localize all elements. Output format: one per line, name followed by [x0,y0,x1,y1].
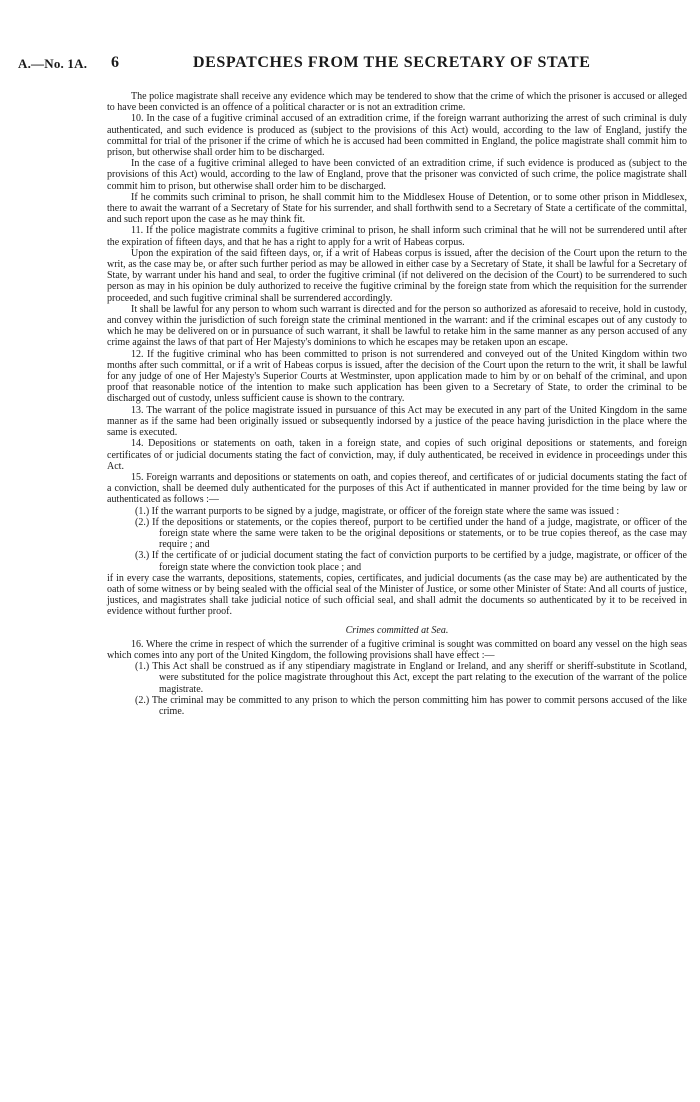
paragraph: The police magistrate shall receive any evidence which may be tendered to show that the crime of which the prisoner is accused or alleged to have been convicted is an offence of a political character or is not an extradition crime. [107,91,687,114]
list-item: (1.) This Act shall be construed as if any stipendiary magistrate in England or Ireland, and any sheriff or sheriff-substitute in Scotland, were substituted for the police magistrate throughout this Act, except the part relating to the execution of the warrant of the police magistrate. [135,661,687,695]
list-item: (2.) The criminal may be committed to any prison to which the person committing him has power to commit persons accused of the like crime. [135,694,687,717]
document-reference: A.—No. 1A. [18,56,88,71]
running-title: DESPATCHES FROM THE SECRETARY OF STATE [193,54,591,71]
list-item: (1.) If the warrant purports to be signed by a judge, magistrate, or officer of the foreign state where the same was issued : [135,505,620,517]
paragraph: It shall be lawful for any person to whom such warrant is directed and for the person so authorized as aforesaid to receive, hold in custody, and convey within the jurisdiction of such foreign state the criminal mentioned in the warrant: and if the criminal escapes out of any custody to which he may be delivered on or in pursuance of such warrant, it shall be lawful to retake him in the same manner as any person accused of any crime against the laws of that part of Her Majesty's dominions to which he escapes may be retaken upon an escape. [107,303,687,349]
paragraph: If he commits such criminal to prison, he shall commit him to the Middlesex House of Detention, or to some other prison in Middlesex, there to await the warrant of a Secretary of State for his surrender, and shall forthwith send to a Secretary of State a certificate of the committal, and such report upon the case as he may think fit. [107,191,687,226]
paragraph-section-16: 16. Where the crime in respect of which the surrender of a fugitive criminal is sought was committed on board any vessel on the high seas which comes into any port of the United Kingdom, the following provisions shall have effect :— [107,638,687,661]
page-number: 6 [111,54,119,71]
paragraph-section-14: 14. Depositions or statements on oath, taken in a foreign state, and copies of such original depositions or statements, and foreign certificates of or judicial documents stating the fact of conviction, may, if duly authenticated, be received in evidence in proceedings under this Act. [107,438,687,472]
paragraph-section-15: 15. Foreign warrants and depositions or statements on oath, and copies thereof, and certificates of or judicial documents stating the fact of a conviction, shall be deemed duly authenticated for the purposes of this Act if authenticated in manner provided for the time being by law or authenticated as follows :— [107,471,687,506]
paragraph-section-12: 12. If the fugitive criminal who has been committed to prison is not surrendered and conveyed out of the United Kingdom within two months after such committal, or if a writ of Habeas corpus is issued, after the decision of the Court upon the return to the writ, it shall be lawful for any judge of one of Her Majesty's Superior Courts at Westminster, upon application made to him by or on behalf of the criminal, and upon proof that reasonable notice of the intention to make such application has been given to a Secretary of State, to order the criminal to be discharged out of custody, unless sufficient cause is shown to the contrary. [107,348,687,405]
list-item: (2.) If the depositions or statements, or the copies thereof, purport to be certified under the hand of a judge, magistrate, or officer of the foreign state where the same were taken to be the original depositions or statements, or to be true copies thereof, as the case may require ; and [135,516,687,551]
document-body [107,91,687,717]
paragraph: Upon the expiration of the said fifteen days, or, if a writ of Habeas corpus is issued, after the decision of the Court upon the return to the writ, as the case may be, or after such further period as may be allowed in either case by a Secretary of State, it shall be lawful for a Secretary of State, by warrant under his hand and seal, to order the fugitive criminal (if not delivered on the decision of the Court) to be surrendered to such person as may in his opinion be duly authorized to receive the fugitive criminal by the foreign state from which the requisition for the surrender proceeded, and such fugitive criminal shall be surrendered accordingly. [107,247,687,304]
paragraph-section-11: 11. If the police magistrate commits a fugitive criminal to prison, he shall inform such criminal that he will not be surrendered until after the expiration of fifteen days, and that he has a right to apply for a writ of Habeas corpus. [107,225,687,248]
list-item: (3.) If the certificate of or judicial document stating the fact of conviction purports to be certified by a judge, magistrate, or officer of the foreign state where the conviction took place ; and [135,550,687,573]
paragraph-section-10: 10. In the case of a fugitive criminal accused of an extradition crime, if the foreign warrant authorizing the arrest of such criminal is duly authenticated, and such evidence is produced as (subject to the provisions of this Act) would, according to the law of England, justify the committal for trial of the prisoner if the crime of which he is accused had been committed in England, the police magistrate shall commit him to prison, but otherwise shall order him to be discharged. [107,113,687,159]
paragraph-section-13: 13. The warrant of the police magistrate issued in pursuance of this Act may be executed in any part of the United Kingdom in the same manner as if the same had been originally issued or subsequently indorsed by a justice of the peace having jurisdiction in the place where the same is executed. [107,404,687,439]
paragraph: In the case of a fugitive criminal alleged to have been convicted of an extradition crime, if such evidence is produced as (subject to the provisions of this Act) would, according to the law of England, prove that the prisoner was convicted of such crime, the police magistrate shall commit him to prison, but otherwise shall order him to be discharged. [107,158,687,192]
page-header [18,54,686,74]
section-heading: Crimes committed at Sea. [345,624,449,636]
paragraph-continuation: if in every case the warrants, depositions, statements, copies, certificates, and judicial documents (as the case may be) are authenticated by the oath of some witness or by being sealed with the official seal of the Minister of Justice, or some other Minister of State: And all courts of justice, justices, and magistrates shall take judicial notice of such official seal, and shall admit the documents so authenticated by it to be received in evidence without further proof. [107,572,687,618]
